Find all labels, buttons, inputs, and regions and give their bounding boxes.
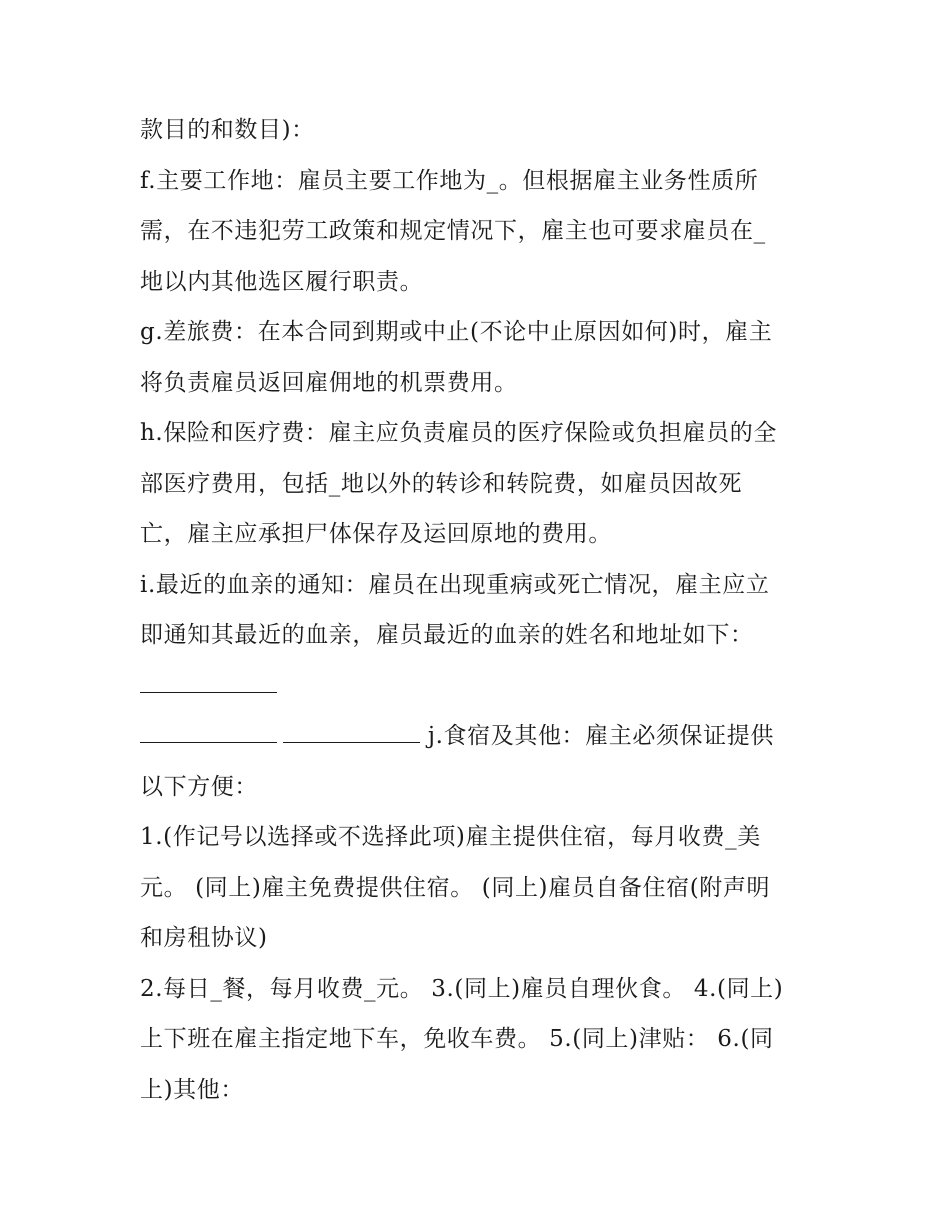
text-line: 款目的和数目)： xyxy=(140,117,315,143)
blank-row-1 xyxy=(140,661,830,712)
text-line: 上下班在雇主指定地下车，免收车费。 5.(同上)津贴： 6.(同 xyxy=(140,1026,774,1052)
text-line: 地以内其他选区履行职责。 xyxy=(140,268,424,295)
text-line: 元。 (同上)雇主免费提供住宿。 (同上)雇员自备住宿(附声明 xyxy=(140,874,771,901)
text-line: 需，在不违犯劳工政策和规定情况下，雇主也可要求雇员在_ xyxy=(140,218,766,244)
text-line: g.差旅费：在本合同到期或中止(不论中止原因如何)时，雇主 xyxy=(140,319,773,345)
blank-row-2 xyxy=(140,711,830,762)
text-line: 1.(作记号以选择或不选择此项)雇主提供住宿，每月收费_美 xyxy=(140,824,761,850)
fill-in-blank xyxy=(140,716,277,743)
text-line: 部医疗费用，包括_地以外的转诊和转院费，如雇员因故死 xyxy=(140,470,743,497)
text-line: 和房租协议) xyxy=(140,925,268,951)
text-line: 以下方便： xyxy=(140,773,258,800)
text-line: h.保险和医疗费：雇主应负责雇员的医疗保险或负担雇员的全 xyxy=(140,420,777,446)
text-line: 上)其他： xyxy=(140,1076,244,1103)
fill-in-blank xyxy=(140,666,277,693)
text-line: i.最近的血亲的通知：雇员在出现重病或死亡情况，雇主应立 xyxy=(140,571,770,598)
fill-in-blank xyxy=(283,716,420,743)
text-line: j.食宿及其他：雇主必须保证提供 xyxy=(420,723,774,749)
text-line: 2.每日_餐，每月收费_元。 3.(同上)雇员自理伙食。 4.(同上) xyxy=(140,975,784,1002)
text-line: 即通知其最近的血亲，雇员最近的血亲的姓名和地址如下： xyxy=(140,622,754,648)
text-line: f.主要工作地：雇员主要工作地为_。但根据雇主业务性质所 xyxy=(140,167,759,194)
text-line: 将负责雇员返回雇佣地的机票费用。 xyxy=(140,369,518,396)
text-line: 亡，雇主应承担尸体保存及运回原地的费用。 xyxy=(140,521,612,547)
contract-text xyxy=(140,105,830,1115)
